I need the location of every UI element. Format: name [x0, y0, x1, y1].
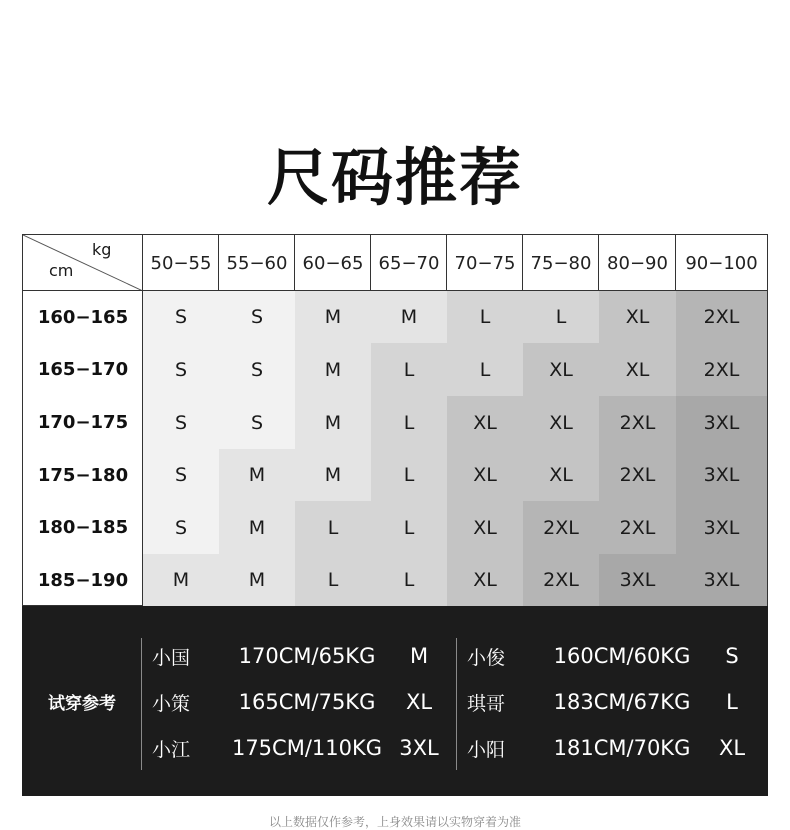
weight-header-0: 50−55 [150, 252, 212, 274]
size-cell: XL [523, 449, 599, 501]
size-cell: XL [599, 343, 676, 396]
size-cell: XL [447, 449, 523, 501]
table-corner-header [23, 235, 143, 291]
disclaimer-note: 以上数据仅作参考，上身效果请以实物穿着为准 [268, 815, 521, 829]
size-cell: XL [523, 396, 599, 449]
height-unit-label: cm [49, 261, 74, 280]
size-cell: M [371, 291, 447, 343]
height-row-label: 180−185 [37, 517, 129, 538]
size-cell: 2XL [523, 501, 599, 554]
header-divider [598, 235, 599, 291]
weight-header-5: 75−80 [530, 252, 592, 274]
diagonal-divider [23, 235, 143, 291]
reference-name: 小国 [152, 646, 191, 669]
height-row-label: 160−165 [37, 306, 129, 328]
size-chart-table [22, 234, 768, 606]
size-cell: 2XL [599, 501, 676, 554]
header-divider [446, 235, 447, 291]
height-row-label: 165−170 [37, 359, 129, 380]
size-cell: S [143, 343, 219, 396]
size-cell: 2XL [676, 291, 767, 343]
size-cell: 2XL [599, 449, 676, 501]
size-cell: L [447, 343, 523, 396]
size-cell: M [219, 449, 295, 501]
reference-size: XL [405, 690, 433, 714]
reference-size: XL [718, 736, 746, 760]
weight-header-6: 80−90 [607, 252, 668, 274]
reference-middle-divider [456, 638, 457, 770]
size-cell: M [219, 554, 295, 606]
height-row-label: 185−190 [37, 569, 129, 591]
weight-header-7: 90−100 [685, 252, 758, 274]
size-cell: M [295, 291, 371, 343]
size-cell: L [523, 291, 599, 343]
size-cell: M [295, 396, 371, 449]
size-cell: XL [447, 396, 523, 449]
fitting-reference-panel [22, 606, 768, 796]
size-cell: M [219, 501, 295, 554]
reference-measurement: 160CM/60KG [553, 644, 691, 668]
size-cell: S [219, 343, 295, 396]
size-cell: L [295, 501, 371, 554]
reference-measurement: 175CM/110KG [231, 736, 383, 760]
weight-header-3: 65−70 [378, 252, 440, 274]
header-divider [142, 235, 143, 291]
header-divider [675, 235, 676, 291]
weight-header-2: 60−65 [302, 252, 364, 274]
size-cell: XL [523, 343, 599, 396]
reference-measurement: 165CM/75KG [238, 690, 376, 714]
size-cell: M [143, 554, 219, 606]
size-cell: L [371, 501, 447, 554]
size-cell: M [295, 449, 371, 501]
weight-header-1: 55−60 [226, 252, 288, 274]
size-cell: XL [447, 501, 523, 554]
size-cell: 2XL [676, 343, 767, 396]
size-cell: L [371, 396, 447, 449]
header-divider [370, 235, 371, 291]
reference-name: 小俊 [467, 646, 506, 669]
size-cell: S [143, 396, 219, 449]
reference-size: S [725, 644, 739, 668]
size-cell: S [143, 291, 219, 343]
size-cell: L [447, 291, 523, 343]
size-cell: M [295, 343, 371, 396]
height-row-label: 175−180 [37, 464, 129, 486]
reference-name: 小策 [152, 692, 191, 715]
size-cell: 2XL [523, 554, 599, 606]
reference-size: L [726, 690, 738, 714]
reference-size: M [409, 644, 429, 668]
size-cell: 3XL [676, 449, 767, 501]
size-cell: 2XL [599, 396, 676, 449]
reference-measurement: 183CM/67KG [553, 690, 691, 714]
size-cell: 3XL [676, 501, 767, 554]
size-cell: S [143, 449, 219, 501]
reference-size: 3XL [399, 736, 439, 760]
size-cell: S [219, 291, 295, 343]
reference-left-divider [141, 638, 142, 770]
size-cell: L [371, 343, 447, 396]
header-divider [522, 235, 523, 291]
size-cell: 3XL [599, 554, 676, 606]
size-cell: 3XL [676, 554, 767, 606]
size-cell: XL [599, 291, 676, 343]
reference-name: 小阳 [467, 738, 506, 761]
weight-header-4: 70−75 [454, 252, 516, 274]
reference-measurement: 181CM/70KG [553, 736, 691, 760]
size-cell: S [143, 501, 219, 554]
header-divider [218, 235, 219, 291]
size-cell: 3XL [676, 396, 767, 449]
reference-measurement: 170CM/65KG [238, 644, 376, 668]
reference-name: 琪哥 [467, 692, 506, 715]
size-cell: L [295, 554, 371, 606]
page-title: 尺码推荐 [266, 141, 523, 214]
size-cell: L [371, 449, 447, 501]
size-cell: L [371, 554, 447, 606]
header-divider [294, 235, 295, 291]
reference-title: 试穿参考 [48, 693, 116, 714]
size-cell: XL [447, 554, 523, 606]
height-row-label: 170−175 [37, 412, 129, 433]
weight-unit-label: kg [92, 240, 112, 259]
size-cell: S [219, 396, 295, 449]
reference-name: 小江 [152, 738, 191, 761]
